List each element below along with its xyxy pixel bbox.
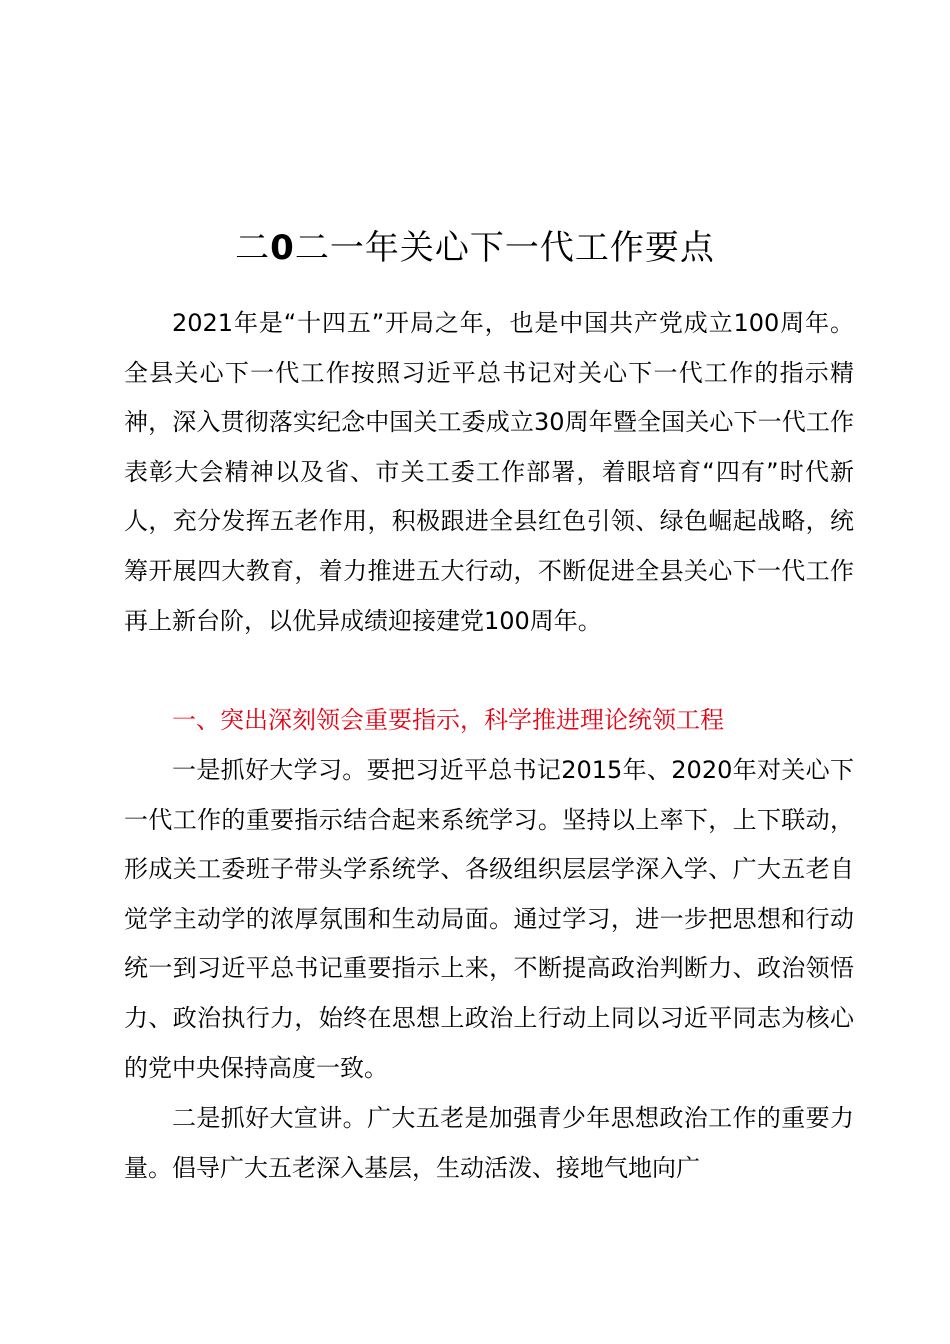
section-paragraph: 一是抓好大学习。要把习近平总书记2015年、2020年对关心下一代工作的重要指示结合起来系统学习。坚持以上率下，上下联动，形成关工委班子带头学系统学、各级组织层层学深入学、广大五老自觉学主动学的浓厚氛围和生动局面。通过学习，进一步把思想和行动统一到习近平总书记重要指示上来，不断提高政治判断力、政治领悟力、政治执行力，始终在思想上政治上行动上同以习近平同志为核心的党中央保持高度一致。: [124, 756, 854, 1082]
title-suffix: 二一年关心下一代工作要点: [294, 228, 715, 268]
title-prefix: 二: [235, 228, 271, 268]
document-title: [0, 222, 950, 274]
intro-paragraph: 2021年是“十四五”开局之年，也是中国共产党成立100周年。全县关心下一代工作按照习近平总书记对关心下一代工作的指示精神，深入贯彻落实纪念中国关工委成立30周年暨全国关心下一代工作表彰大会精神以及省、市关工委工作部署，着眼培育“四有”时代新人，充分发挥五老作用，积极跟进全县红色引领、绿色崛起战略，统筹开展四大教育，着力推进五大行动，不断促进全县关心下一代工作再上新台阶，以优异成绩迎接建党100周年。: [124, 309, 854, 635]
section-paragraph: 二是抓好大宣讲。广大五老是加强青少年思想政治工作的重要力量。倡导广大五老深入基层，生动活泼、接地气地向广: [124, 1104, 854, 1182]
title-bold-digit: 0: [270, 228, 295, 268]
section-heading: 一、突出深刻领会重要指示，科学推进理论统领工程: [172, 706, 724, 734]
